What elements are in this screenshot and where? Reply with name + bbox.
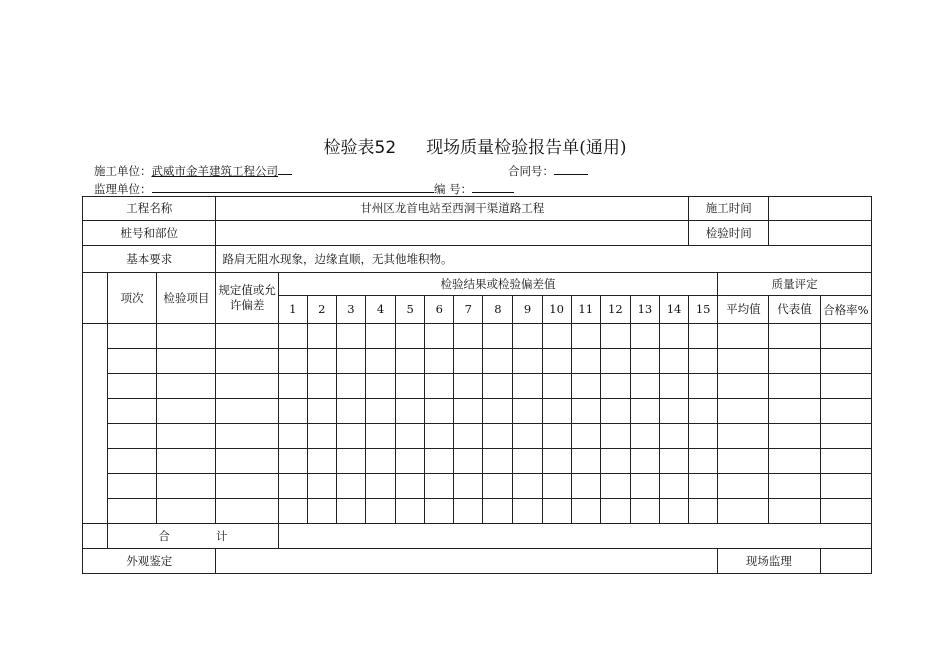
data-cell[interactable]: [425, 499, 454, 524]
data-cell[interactable]: [689, 374, 718, 399]
header-inspect-item: 检验项目: [157, 273, 216, 324]
header-quality: 质量评定: [718, 273, 872, 296]
table-row: [83, 374, 872, 399]
data-cell[interactable]: [336, 424, 365, 449]
data-cell[interactable]: [600, 374, 630, 399]
data-cell[interactable]: [630, 474, 659, 499]
result-num-13: 13: [630, 296, 659, 324]
data-cell[interactable]: [307, 449, 336, 474]
total-blank-cell: [83, 524, 108, 549]
data-cell[interactable]: [769, 424, 820, 449]
data-cell[interactable]: [454, 474, 483, 499]
data-cell[interactable]: [689, 424, 718, 449]
data-cell[interactable]: [630, 449, 659, 474]
table-row: [83, 424, 872, 449]
data-cell[interactable]: [278, 324, 307, 349]
data-cell[interactable]: [483, 424, 513, 449]
data-cell[interactable]: [718, 324, 769, 349]
basic-req-value: 路肩无阻水现象，边缘直顺，无其他堆积物。: [216, 246, 872, 273]
data-cell[interactable]: [454, 424, 483, 449]
project-name-value: 甘州区龙首电站至西洞干渠道路工程: [216, 197, 689, 221]
row-station: [83, 221, 872, 246]
data-cell[interactable]: [630, 324, 659, 349]
data-cell[interactable]: [659, 499, 688, 524]
contract-no-label: 合同号：: [508, 164, 554, 178]
data-cell[interactable]: [483, 499, 513, 524]
data-cell[interactable]: [278, 499, 307, 524]
data-cell[interactable]: [157, 499, 216, 524]
data-cell[interactable]: [108, 349, 157, 374]
data-cell[interactable]: [689, 474, 718, 499]
data-cell[interactable]: [365, 449, 395, 474]
data-cell[interactable]: [820, 424, 871, 449]
data-cell[interactable]: [216, 349, 278, 374]
result-num-6: 6: [425, 296, 454, 324]
data-cell[interactable]: [769, 499, 820, 524]
data-cell[interactable]: [571, 499, 600, 524]
data-cell[interactable]: [157, 399, 216, 424]
header-avg: 平均值: [718, 296, 769, 324]
row-appearance: [83, 549, 872, 574]
data-cell[interactable]: [659, 324, 688, 349]
data-cell[interactable]: [396, 399, 425, 424]
onsite-supervision-value[interactable]: [820, 549, 871, 574]
data-cell[interactable]: [454, 499, 483, 524]
data-cell[interactable]: [307, 499, 336, 524]
project-name-label: 工程名称: [83, 197, 216, 221]
data-cell[interactable]: [600, 449, 630, 474]
data-cell[interactable]: [513, 424, 542, 449]
data-cell[interactable]: [307, 324, 336, 349]
data-cell[interactable]: [365, 499, 395, 524]
station-value[interactable]: [216, 221, 689, 246]
data-cell[interactable]: [483, 449, 513, 474]
data-cell[interactable]: [513, 399, 542, 424]
data-cell[interactable]: [454, 374, 483, 399]
result-num-2: 2: [307, 296, 336, 324]
construction-time-label: 施工时间: [689, 197, 769, 221]
header-pass-rate-text: 合格率%: [823, 302, 869, 317]
data-cell[interactable]: [425, 424, 454, 449]
data-cell[interactable]: [820, 474, 871, 499]
inspection-time-value[interactable]: [769, 221, 872, 246]
table-row: [83, 474, 872, 499]
data-cell[interactable]: [513, 349, 542, 374]
data-cell[interactable]: [689, 449, 718, 474]
data-cell[interactable]: [571, 474, 600, 499]
data-cell[interactable]: [600, 474, 630, 499]
header-item: 项次: [108, 273, 157, 324]
data-cell[interactable]: [571, 324, 600, 349]
data-cell[interactable]: [571, 424, 600, 449]
total-label-b: 计: [215, 528, 228, 543]
data-cell[interactable]: [769, 349, 820, 374]
contractor-value: 武威市金羊建筑工程公司: [151, 164, 278, 178]
data-cell[interactable]: [659, 424, 688, 449]
data-cell[interactable]: [396, 324, 425, 349]
result-num-12: 12: [600, 296, 630, 324]
title-paren: (通用): [579, 138, 627, 158]
data-cell[interactable]: [600, 399, 630, 424]
result-num-14: 14: [659, 296, 688, 324]
data-cell[interactable]: [108, 474, 157, 499]
data-cell[interactable]: [483, 349, 513, 374]
data-cell[interactable]: [718, 499, 769, 524]
data-cell[interactable]: [659, 449, 688, 474]
form-title: [0, 133, 950, 158]
data-cell[interactable]: [718, 349, 769, 374]
serial-blank: [472, 180, 514, 193]
data-cell[interactable]: [600, 424, 630, 449]
data-cell[interactable]: [571, 399, 600, 424]
data-cell[interactable]: [216, 449, 278, 474]
data-cell[interactable]: [542, 499, 571, 524]
data-cell[interactable]: [425, 324, 454, 349]
data-cell[interactable]: [336, 449, 365, 474]
data-cell[interactable]: [216, 424, 278, 449]
data-cell[interactable]: [108, 499, 157, 524]
data-cell[interactable]: [820, 399, 871, 424]
data-cell[interactable]: [630, 499, 659, 524]
data-cell[interactable]: [769, 399, 820, 424]
data-cell[interactable]: [336, 349, 365, 374]
result-num-3: 3: [336, 296, 365, 324]
data-cell[interactable]: [718, 449, 769, 474]
data-cell[interactable]: [108, 424, 157, 449]
data-cell[interactable]: [689, 399, 718, 424]
result-num-4: 4: [365, 296, 395, 324]
basic-req-label: 基本要求: [83, 246, 216, 273]
data-cell[interactable]: [820, 449, 871, 474]
data-cell[interactable]: [571, 374, 600, 399]
data-cell[interactable]: [454, 449, 483, 474]
data-cell[interactable]: [157, 424, 216, 449]
data-cell[interactable]: [689, 349, 718, 374]
station-label: 桩号和部位: [83, 221, 216, 246]
data-cell[interactable]: [542, 324, 571, 349]
data-cell[interactable]: [454, 349, 483, 374]
data-cell[interactable]: [365, 324, 395, 349]
data-cell[interactable]: [307, 349, 336, 374]
data-cell[interactable]: [820, 499, 871, 524]
data-cell[interactable]: [483, 374, 513, 399]
title-main: 检验表52: [323, 138, 397, 158]
data-rows-blank-cell: [83, 324, 108, 524]
data-cell[interactable]: [157, 349, 216, 374]
data-cell[interactable]: [365, 474, 395, 499]
data-cell[interactable]: [513, 474, 542, 499]
data-cell[interactable]: [278, 374, 307, 399]
data-cell[interactable]: [600, 349, 630, 374]
data-cell[interactable]: [769, 474, 820, 499]
data-cell[interactable]: [336, 399, 365, 424]
contractor-underline: [278, 162, 292, 175]
data-cell[interactable]: [108, 374, 157, 399]
row-column-headers-1: [83, 273, 872, 296]
title-sub: 现场质量检验报告单: [426, 138, 580, 158]
data-cell[interactable]: [307, 374, 336, 399]
data-cell[interactable]: [216, 324, 278, 349]
data-cell[interactable]: [483, 324, 513, 349]
data-cell[interactable]: [216, 474, 278, 499]
data-cell[interactable]: [769, 324, 820, 349]
total-label: [108, 524, 279, 549]
data-cell[interactable]: [542, 374, 571, 399]
data-cell[interactable]: [307, 424, 336, 449]
data-cell[interactable]: [718, 424, 769, 449]
data-cell[interactable]: [157, 449, 216, 474]
contract-no-line: [508, 162, 588, 179]
data-cell[interactable]: [659, 374, 688, 399]
result-num-11: 11: [571, 296, 600, 324]
data-cell[interactable]: [157, 474, 216, 499]
inspection-time-label: 检验时间: [689, 221, 769, 246]
inspection-report-table: [82, 196, 872, 574]
data-cell[interactable]: [216, 399, 278, 424]
data-cell[interactable]: [278, 349, 307, 374]
header-spec: 规定值或允许偏差: [216, 273, 278, 324]
result-num-8: 8: [483, 296, 513, 324]
contract-no-blank: [554, 162, 588, 175]
data-cell[interactable]: [769, 374, 820, 399]
data-cell[interactable]: [454, 324, 483, 349]
data-cell[interactable]: [396, 449, 425, 474]
data-cell[interactable]: [425, 399, 454, 424]
appearance-value[interactable]: [216, 549, 718, 574]
data-cell[interactable]: [278, 474, 307, 499]
data-cell[interactable]: [336, 499, 365, 524]
result-num-7: 7: [454, 296, 483, 324]
data-cell[interactable]: [513, 324, 542, 349]
data-cell[interactable]: [336, 474, 365, 499]
table-row: [83, 349, 872, 374]
data-cell[interactable]: [365, 374, 395, 399]
result-num-9: 9: [513, 296, 542, 324]
result-num-10: 10: [542, 296, 571, 324]
data-cell[interactable]: [630, 349, 659, 374]
data-cell[interactable]: [108, 449, 157, 474]
data-cell[interactable]: [216, 374, 278, 399]
data-cell[interactable]: [542, 424, 571, 449]
data-cell[interactable]: [542, 474, 571, 499]
data-cell[interactable]: [542, 399, 571, 424]
data-cell[interactable]: [769, 449, 820, 474]
data-cell[interactable]: [278, 449, 307, 474]
data-cell[interactable]: [820, 324, 871, 349]
data-cell[interactable]: [718, 399, 769, 424]
supervisor-label: 监理单位：: [94, 182, 152, 196]
data-cell[interactable]: [307, 399, 336, 424]
data-cell[interactable]: [630, 399, 659, 424]
data-cell[interactable]: [425, 374, 454, 399]
data-cell[interactable]: [396, 349, 425, 374]
data-cell[interactable]: [365, 424, 395, 449]
data-cell[interactable]: [600, 499, 630, 524]
data-cell[interactable]: [659, 349, 688, 374]
table-row: [83, 449, 872, 474]
contractor-label: 施工单位：: [94, 164, 152, 178]
data-cell[interactable]: [630, 424, 659, 449]
data-cell[interactable]: [425, 349, 454, 374]
data-cell[interactable]: [718, 474, 769, 499]
data-cell[interactable]: [630, 374, 659, 399]
data-cell[interactable]: [278, 399, 307, 424]
supervisor-blank: [152, 180, 434, 193]
data-cell[interactable]: [689, 324, 718, 349]
data-cell[interactable]: [157, 324, 216, 349]
data-cell[interactable]: [513, 374, 542, 399]
data-cell[interactable]: [157, 374, 216, 399]
data-cell[interactable]: [425, 474, 454, 499]
result-num-15: 15: [689, 296, 718, 324]
data-cell[interactable]: [278, 424, 307, 449]
data-cell[interactable]: [336, 324, 365, 349]
header-pass-rate: [820, 296, 871, 324]
data-cell[interactable]: [425, 449, 454, 474]
data-cell[interactable]: [396, 499, 425, 524]
total-value[interactable]: [278, 524, 871, 549]
data-cell[interactable]: [365, 399, 395, 424]
data-cell[interactable]: [600, 324, 630, 349]
serial-label: 编 号：: [434, 182, 473, 196]
data-cell[interactable]: [542, 449, 571, 474]
table-row: [83, 499, 872, 524]
row-project-name: [83, 197, 872, 221]
data-cell[interactable]: [483, 399, 513, 424]
result-num-1: 1: [278, 296, 307, 324]
data-cell[interactable]: [571, 349, 600, 374]
appearance-label: 外观鉴定: [83, 549, 216, 574]
data-cell[interactable]: [396, 424, 425, 449]
data-cell[interactable]: [513, 499, 542, 524]
header-blank-cell: [83, 273, 108, 324]
onsite-supervision-label: 现场监理: [718, 549, 820, 574]
contractor-line: [94, 162, 292, 179]
data-cell[interactable]: [365, 349, 395, 374]
data-cell[interactable]: [108, 399, 157, 424]
data-cell[interactable]: [659, 399, 688, 424]
result-num-5: 5: [396, 296, 425, 324]
data-cell[interactable]: [216, 499, 278, 524]
supervisor-line: [94, 180, 434, 197]
data-cell[interactable]: [659, 474, 688, 499]
data-cell[interactable]: [820, 374, 871, 399]
data-cell[interactable]: [689, 499, 718, 524]
row-total: [83, 524, 872, 549]
data-cell[interactable]: [820, 349, 871, 374]
data-cell[interactable]: [454, 399, 483, 424]
data-cell[interactable]: [396, 374, 425, 399]
table-row: [83, 324, 872, 349]
data-cell[interactable]: [336, 374, 365, 399]
construction-time-value[interactable]: [769, 197, 872, 221]
total-label-a: 合: [158, 528, 170, 543]
data-cell[interactable]: [718, 374, 769, 399]
serial-line: [434, 180, 514, 197]
data-cell[interactable]: [571, 449, 600, 474]
data-cell[interactable]: [108, 324, 157, 349]
data-cell[interactable]: [483, 474, 513, 499]
data-cell[interactable]: [307, 474, 336, 499]
header-rep: 代表值: [769, 296, 820, 324]
data-cell[interactable]: [542, 349, 571, 374]
data-cell[interactable]: [513, 449, 542, 474]
row-basic-requirements: [83, 246, 872, 273]
header-results: 检验结果或检验偏差值: [278, 273, 718, 296]
data-cell[interactable]: [396, 474, 425, 499]
table-row: [83, 399, 872, 424]
